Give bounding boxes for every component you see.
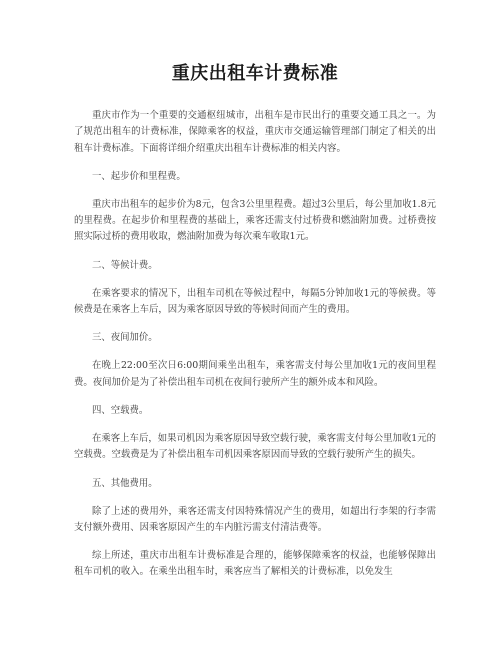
section-heading-night-surcharge: 三、夜间加价。: [92, 332, 158, 344]
section-body-other-fees: 除了上述的费用外，乘客还需支付因特殊情况产生的费用，如超出行李架的行李需支付额外费用、因乘客原因产生的车内脏污需支付清洁费等。: [74, 505, 436, 533]
intro-paragraph: 重庆市作为一个重要的交通枢纽城市，出租车是市民出行的重要交通工具之一。为了规范出租车的计费标准，保障乘客的权益，重庆市交通运输管理部门制定了相关的出租车计费标准。下面将详细介绍重庆出租车计费标准的相关内容。: [74, 110, 436, 154]
section-body-empty-run-fee: 在乘客上车后，如果司机因为乘客原因导致空载行驶，乘客需支付每公里加收1元的空载费。空载费是为了补偿出租车司机因乘客原因而导致的空载行驶所产生的损失。: [74, 432, 436, 461]
section-body-waiting-fee: 在乘客要求的情况下，出租车司机在等候过程中，每隔5分钟加收1元的等候费。等候费是在乘客上车后，因为乘客原因导致的等候时间而产生的费用。: [74, 287, 436, 316]
page-title: 重庆出租车计费标准: [171, 63, 339, 84]
conclusion-paragraph: 综上所述，重庆市出租车计费标准是合理的，能够保障乘客的权益，也能够保障出租车司机的收入。在乘坐出租车时，乘客应当了解相关的计费标准，以免发生: [74, 550, 436, 578]
section-body-night-surcharge: 在晚上22:00至次日6:00期间乘坐出租车，乘客需支付每公里加收1元的夜间里程费。夜间加价是为了补偿出租车司机在夜间行驶所产生的额外成本和风险。: [74, 360, 436, 388]
section-heading-waiting-fee: 二、等候计费。: [92, 259, 158, 271]
section-body-starting-fare: 重庆市出租车的起步价为8元，包含3公里里程费。超过3公里后，每公里加收1.8元的里程费。在起步价和里程费的基础上，乘客还需支付过桥费和燃油附加费。过桥费按照实际过桥的费用收取，燃油附加费为每次乘车收取1元。: [74, 198, 436, 243]
section-heading-empty-run-fee: 四、空载费。: [92, 404, 149, 416]
section-heading-starting-fare: 一、起步价和里程费。: [92, 170, 186, 182]
section-heading-other-fees: 五、其他费用。: [92, 477, 158, 489]
